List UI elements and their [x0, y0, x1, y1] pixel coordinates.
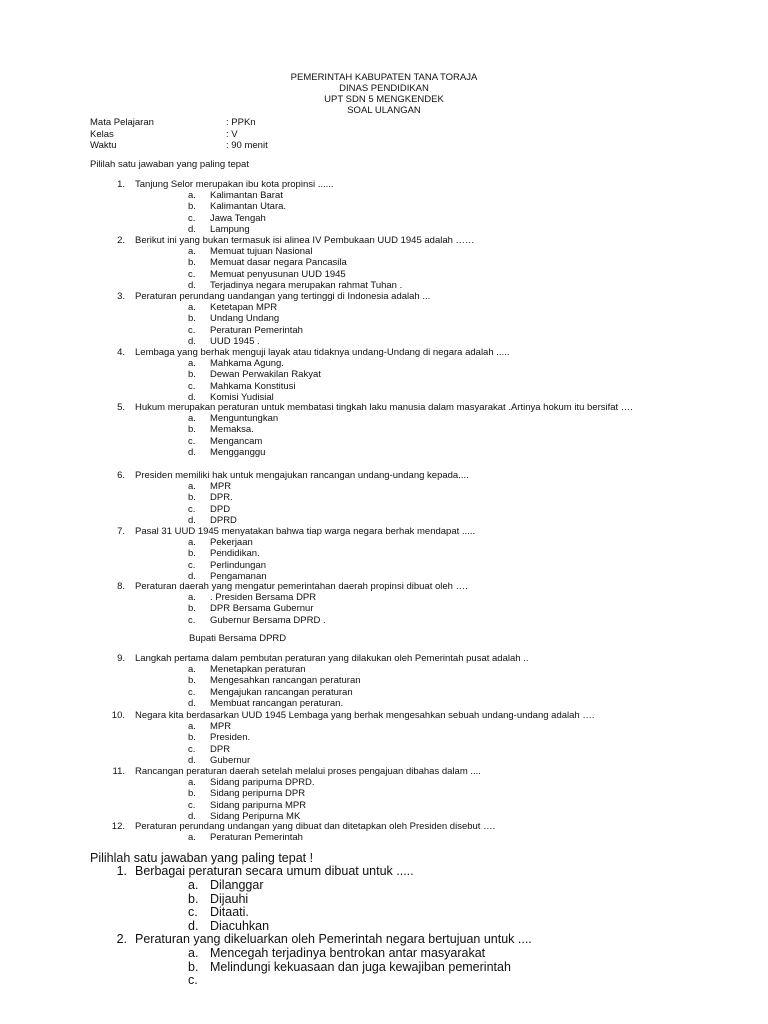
option-letter: d. — [188, 335, 196, 347]
option-text: Melindungi kekuasaan dan juga kewajiban pemerintah — [210, 959, 511, 974]
option-letter: a. — [188, 877, 199, 892]
option-letter: d. — [188, 697, 196, 709]
answer-option — [0, 257, 688, 268]
question-text: Negara kita berdasarkan UUD 1945 Lembaga yang berhak mengesahkan sebuah undang-undang adalah …. — [135, 710, 595, 721]
option-letter: c. — [188, 268, 196, 280]
question-line — [0, 235, 688, 246]
option-letter: c. — [188, 686, 196, 698]
header-line-2: DINAS PENDIDIKAN — [339, 83, 429, 94]
question-item — [0, 766, 688, 822]
option-letter: a. — [188, 190, 196, 202]
question-line — [0, 347, 688, 358]
header-line-1: PEMERINTAH KABUPATEN TANA TORAJA — [290, 72, 478, 83]
option-letter: c. — [188, 559, 196, 571]
option-text: . Presiden Bersama DPR — [210, 592, 317, 604]
answer-option — [0, 280, 688, 291]
option-letter: a. — [188, 832, 196, 844]
question-number: 1. — [116, 864, 127, 878]
answer-option — [0, 893, 414, 907]
question-line — [0, 179, 688, 190]
answer-option — [0, 603, 688, 614]
answer-option — [0, 246, 688, 257]
option-text: DPR Bersama Gubernur — [210, 603, 314, 615]
answer-option — [0, 879, 414, 893]
option-letter: c. — [188, 614, 196, 626]
option-letter: b. — [188, 959, 199, 974]
option-text: Memuat tujuan Nasional — [210, 246, 313, 258]
option-letter: a. — [188, 302, 196, 314]
option-letter: a. — [188, 777, 196, 789]
question-text: Rancangan peraturan daerah setelah melalui proses pengajuan dibahas dalam .... — [135, 766, 481, 777]
option-letter: a. — [188, 358, 196, 370]
option-text: Diacuhkan — [210, 919, 270, 934]
answer-option — [0, 369, 688, 380]
question-text: Peraturan perundang uandangan yang tertinggi di Indonesia adalah ... — [135, 291, 431, 302]
option-letter: c. — [188, 973, 198, 988]
question-number: 4. — [117, 347, 125, 358]
option-letter: d. — [188, 279, 196, 291]
answer-option — [0, 832, 688, 843]
question-number: 12. — [111, 821, 125, 832]
option-text: Memuat penyusunan UUD 1945 — [210, 268, 346, 280]
option-text: Peraturan Pemerintah — [210, 832, 303, 844]
answer-option — [0, 537, 688, 548]
option-text: Sidang paripurna DPRD. — [210, 777, 315, 789]
answer-option — [0, 721, 688, 732]
option-letter: d. — [188, 810, 196, 822]
question-text: Pasal 31 UUD 1945 menyatakan bahwa tiap warga negara berhak mendapat ..... — [135, 526, 476, 537]
question-number: 5. — [117, 402, 125, 413]
option-letter: b. — [188, 257, 196, 269]
question-line — [0, 470, 688, 481]
question-item — [0, 235, 688, 291]
option-letter: b. — [188, 891, 199, 906]
option-text: Mengajukan rancangan peraturan — [210, 686, 353, 698]
option-letter: a. — [188, 592, 196, 604]
option-text: Menetapkan peraturan — [210, 664, 306, 676]
option-text: Pengamanan — [210, 570, 267, 582]
option-text: Mahkama Konstitusi — [210, 380, 296, 392]
answer-option — [0, 213, 688, 224]
answer-option — [0, 961, 532, 975]
option-letter: b. — [188, 603, 196, 615]
option-text: MPR — [210, 481, 232, 493]
time-label: Waktu — [90, 140, 117, 151]
question-item — [0, 821, 688, 843]
question-text: Hukum merupakan peraturan untuk membatasi tingkah laku manusia dalam masyarakat .Artinya hokum itu bersifat …. — [135, 402, 633, 413]
option-text: Sidang peripurna DPR — [210, 788, 306, 800]
option-letter: c. — [188, 743, 196, 755]
option-text: DPR. — [210, 492, 233, 504]
option-letter: d. — [188, 919, 199, 934]
option-text: Mahkama Agung. — [210, 358, 284, 370]
question-number: 1. — [117, 179, 125, 190]
option-letter: a. — [188, 945, 199, 960]
option-text: Dijauhi — [210, 891, 249, 906]
answer-option — [0, 687, 688, 698]
question-text: Berbagai peraturan secara umum dibuat untuk ..... — [135, 864, 414, 878]
question-8-extra-option: Bupati Bersama DPRD — [189, 633, 287, 644]
answer-option — [0, 777, 688, 788]
answer-option — [0, 447, 688, 458]
answer-option — [0, 481, 688, 492]
option-text: Membuat rancangan peraturan. — [210, 697, 344, 709]
answer-option — [0, 592, 688, 603]
question-item — [0, 291, 688, 347]
answer-option — [0, 201, 688, 212]
answer-option — [0, 560, 688, 571]
option-text: Memuat dasar negara Pancasila — [210, 257, 347, 269]
option-text: Menguntungkan — [210, 413, 279, 425]
answer-option — [0, 224, 688, 235]
answer-option — [0, 269, 688, 280]
header-line-4: SOAL ULANGAN — [347, 105, 421, 116]
question-text: Langkah pertama dalam pembutan peraturan yang dilakukan oleh Pemerintah pusat adalah .. — [135, 653, 529, 664]
option-letter: b. — [188, 369, 196, 381]
option-letter: c. — [188, 503, 196, 515]
question-line — [0, 526, 688, 537]
option-text: Kalimantan Barat — [210, 190, 283, 202]
answer-option — [0, 800, 688, 811]
question-line — [0, 865, 414, 879]
question-number: 11. — [112, 766, 125, 777]
question-line — [0, 766, 688, 777]
question-item — [0, 402, 688, 458]
question-item — [0, 865, 414, 934]
question-text: Peraturan yang dikeluarkan oleh Pemerintah negara bertujuan untuk .... — [135, 932, 532, 946]
option-text: Mengancam — [210, 435, 263, 447]
option-letter: d. — [188, 754, 196, 766]
question-line — [0, 402, 688, 413]
class-label: Kelas — [90, 128, 114, 140]
option-letter: b. — [188, 201, 196, 213]
option-letter: c. — [188, 435, 196, 447]
option-text: Ditaati. — [210, 905, 249, 920]
option-letter: a. — [188, 246, 196, 258]
option-letter: b. — [188, 492, 196, 504]
option-text: Dewan Perwakilan Rakyat — [210, 369, 321, 381]
question-item — [0, 347, 688, 403]
question-item — [0, 470, 688, 526]
option-text: Pekerjaan — [210, 537, 253, 549]
instruction-2: Pilihlah satu jawaban yang paling tepat ! — [90, 851, 314, 865]
answer-option — [0, 744, 688, 755]
time-value: : 90 menit — [226, 140, 268, 151]
question-number: 2. — [117, 235, 125, 246]
answer-option — [0, 515, 688, 526]
option-letter: c. — [188, 212, 196, 224]
option-text: Mengesahkan rancangan peraturan — [210, 675, 361, 687]
question-text: Tanjung Selor merupakan ibu kota propinsi ...... — [135, 179, 334, 190]
option-letter: b. — [188, 313, 196, 325]
answer-option — [0, 436, 688, 447]
option-text: DPD — [210, 503, 231, 515]
option-letter: d. — [188, 391, 196, 403]
question-number: 9. — [117, 653, 125, 664]
answer-option — [0, 325, 688, 336]
instruction-1: Pililah satu jawaban yang paling tepat — [90, 159, 249, 170]
answer-option — [0, 664, 688, 675]
answer-option — [0, 698, 688, 709]
question-item — [0, 710, 688, 766]
option-letter: b. — [188, 788, 196, 800]
question-item — [0, 526, 688, 582]
answer-option — [0, 358, 688, 369]
option-text: Memaksa. — [210, 424, 254, 436]
answer-option — [0, 755, 688, 766]
option-text: Kalimantan Utara. — [210, 201, 287, 213]
question-item — [0, 653, 688, 709]
answer-option — [0, 381, 688, 392]
option-letter: a. — [188, 721, 196, 733]
option-letter: a. — [188, 481, 196, 493]
answer-option — [0, 947, 532, 961]
option-text: Pendidikan. — [210, 548, 260, 560]
option-letter: c. — [188, 380, 196, 392]
option-text: Gubernur Bersama DPRD . — [210, 614, 326, 626]
question-number: 7. — [117, 526, 125, 537]
question-item — [0, 933, 532, 988]
question-number: 10. — [111, 710, 125, 721]
question-line — [0, 653, 688, 664]
option-text: Mencegah terjadinya bentrokan antar masyarakat — [210, 945, 486, 960]
option-text: Sidang paripurna MPR — [210, 799, 307, 811]
question-text: Peraturan perundang undangan yang dibuat dan ditetapkan oleh Presiden disebut …. — [135, 821, 496, 832]
answer-option — [0, 788, 688, 799]
header-line-3: UPT SDN 5 MENGKENDEK — [324, 94, 444, 105]
question-text: Presiden memiliki hak untuk mengajukan rancangan undang-undang kepada.... — [135, 470, 469, 481]
option-letter: b. — [188, 548, 196, 560]
option-text: Perlindungan — [210, 559, 266, 571]
question-text: Berikut ini yang bukan termasuk isi alinea IV Pembukaan UUD 1945 adalah …… — [135, 235, 475, 246]
option-letter: d. — [188, 570, 196, 582]
option-text: UUD 1945 . — [210, 335, 260, 347]
subject-value: : PPKn — [226, 117, 256, 128]
option-letter: c. — [188, 324, 196, 336]
option-text: Mengganggu — [210, 446, 266, 458]
answer-option — [0, 336, 688, 347]
option-letter: c. — [188, 799, 196, 811]
answer-option — [0, 548, 688, 559]
option-text: Ketetapan MPR — [210, 302, 278, 314]
question-text: Peraturan daerah yang mengatur pemerintahan daerah propinsi dibuat oleh …. — [135, 581, 468, 592]
question-line — [0, 933, 532, 947]
question-line — [0, 291, 688, 302]
answer-option — [0, 732, 688, 743]
option-text: Lampung — [210, 223, 250, 235]
question-line — [0, 710, 688, 721]
option-letter: a. — [188, 413, 196, 425]
exam-info — [90, 117, 268, 152]
question-number: 8. — [117, 581, 125, 592]
option-text: Komisi Yudisial — [210, 391, 274, 403]
option-letter: a. — [188, 664, 196, 676]
option-text: Undang Undang — [210, 313, 280, 325]
option-text: DPRD — [210, 514, 237, 526]
option-text: Peraturan Pemerintah — [210, 324, 303, 336]
answer-option — [0, 504, 688, 515]
option-letter: d. — [188, 446, 196, 458]
question-item — [0, 581, 688, 626]
answer-option — [0, 492, 688, 503]
option-text: Sidang Peripurna MK — [210, 810, 301, 822]
question-line — [0, 581, 688, 592]
option-letter: b. — [188, 732, 196, 744]
document-header — [0, 72, 768, 116]
option-letter: d. — [188, 514, 196, 526]
option-letter: d. — [188, 223, 196, 235]
option-text: MPR — [210, 721, 232, 733]
answer-option — [0, 313, 688, 324]
subject-label: Mata Pelajaran — [90, 117, 154, 128]
option-letter: a. — [188, 537, 196, 549]
class-value: : V — [226, 128, 238, 140]
answer-option — [0, 302, 688, 313]
answer-option — [0, 675, 688, 686]
answer-option — [0, 424, 688, 435]
option-text: Gubernur — [210, 754, 251, 766]
question-text: Lembaga yang berhak menguji layak atau tidaknya undang-Undang di negara adalah ..... — [135, 347, 510, 358]
answer-option — [0, 615, 688, 626]
answer-option — [0, 190, 688, 201]
answer-option — [0, 974, 532, 988]
question-number: 2. — [116, 932, 127, 946]
option-text: Jawa Tengah — [210, 212, 266, 224]
answer-option — [0, 906, 414, 920]
question-number: 6. — [117, 470, 125, 481]
option-letter: b. — [188, 424, 196, 436]
question-line — [0, 821, 688, 832]
question-number: 3. — [117, 291, 125, 302]
answer-option — [0, 413, 688, 424]
option-text: DPR — [210, 743, 231, 755]
option-text: Dilanggar — [210, 877, 264, 892]
question-item — [0, 179, 688, 235]
option-text: Terjadinya negara merupakan rahmat Tuhan . — [210, 279, 403, 291]
option-letter: b. — [188, 675, 196, 687]
option-letter: c. — [188, 905, 198, 920]
option-text: Presiden. — [210, 732, 251, 744]
